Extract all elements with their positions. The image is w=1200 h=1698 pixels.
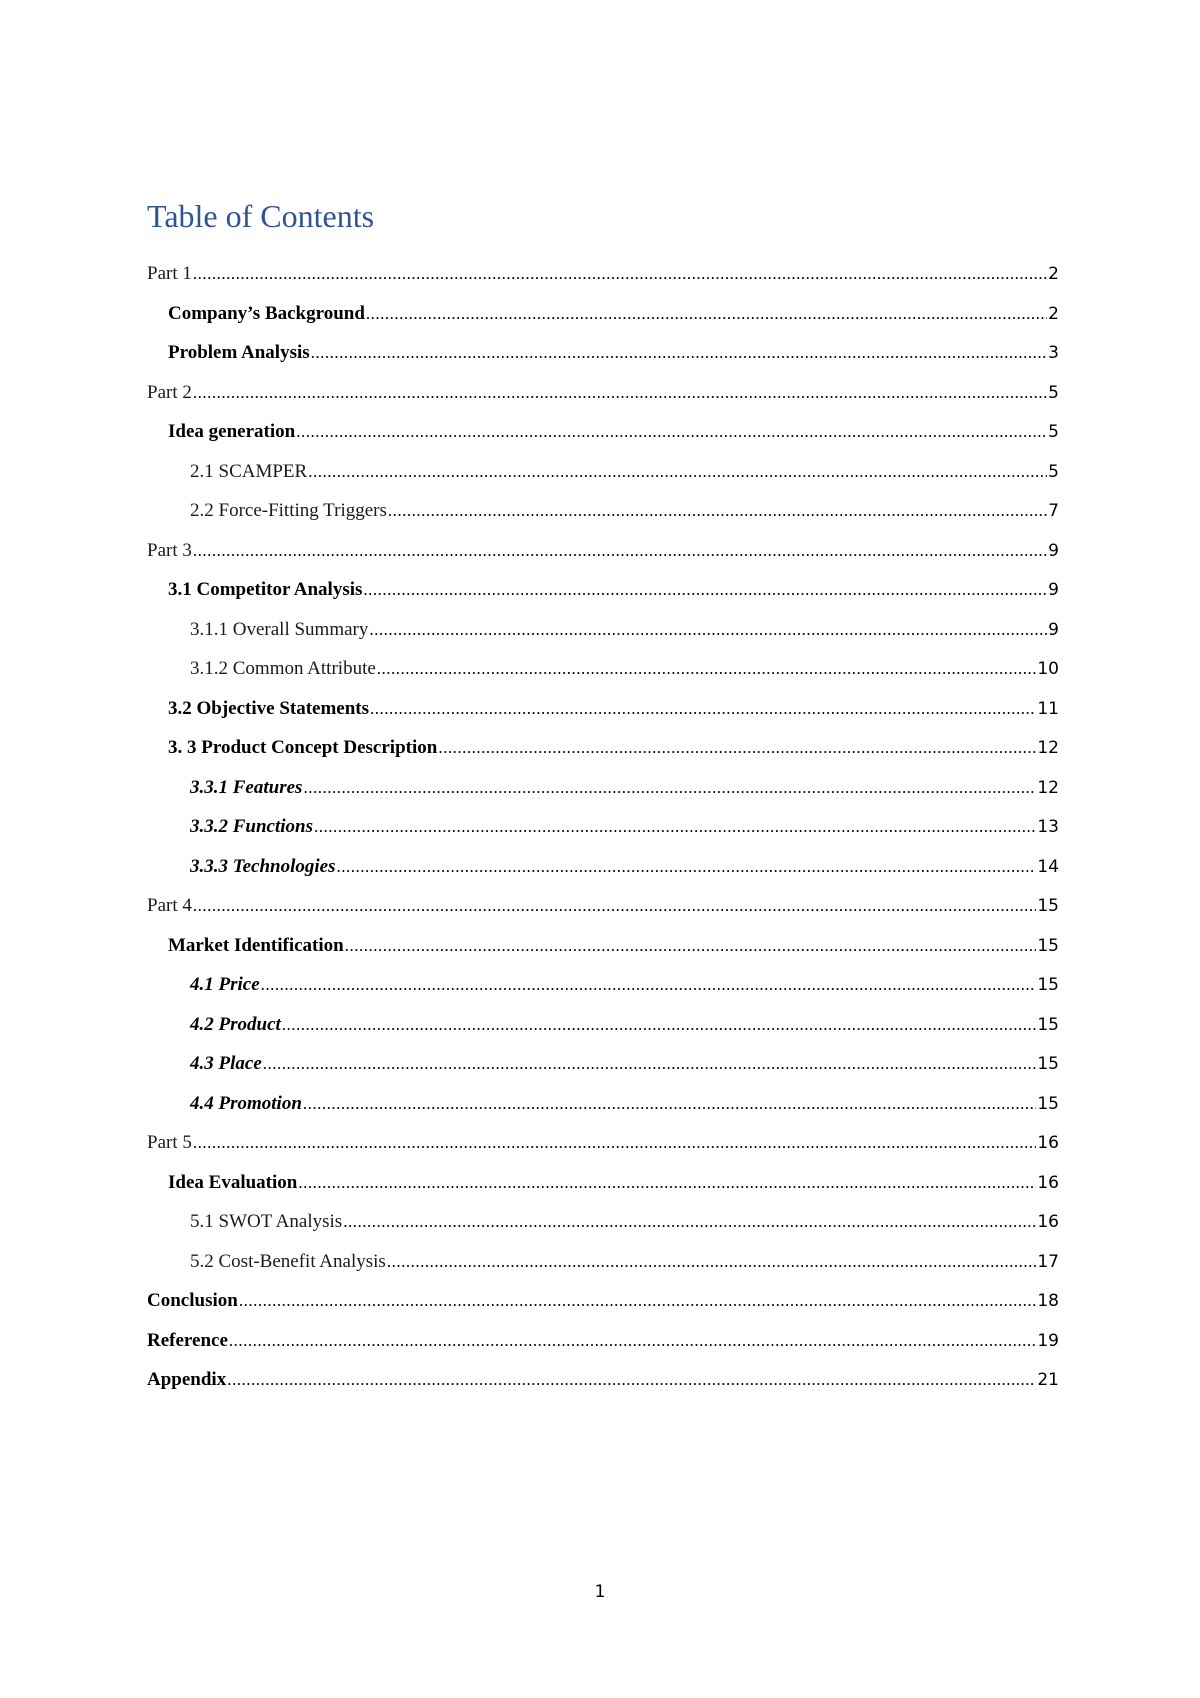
dot-leader bbox=[308, 452, 1047, 492]
toc-entry-page-number: 5 bbox=[1048, 422, 1059, 442]
toc-entry-label: Part 3 bbox=[147, 539, 192, 561]
dot-leader bbox=[314, 807, 1036, 847]
dot-leader bbox=[229, 1321, 1036, 1361]
toc-entry[interactable] bbox=[147, 1242, 1059, 1282]
dot-leader bbox=[438, 728, 1036, 768]
toc-entry[interactable] bbox=[147, 610, 1059, 650]
dot-leader bbox=[303, 768, 1036, 808]
dot-leader bbox=[239, 1281, 1037, 1321]
toc-entry[interactable] bbox=[147, 847, 1059, 887]
toc-entry-label: Idea generation bbox=[168, 421, 296, 442]
dot-leader bbox=[296, 412, 1047, 452]
toc-entry[interactable] bbox=[147, 649, 1059, 689]
dot-leader bbox=[303, 1084, 1036, 1124]
toc-entry[interactable] bbox=[147, 807, 1059, 847]
toc-entry-page-number: 15 bbox=[1037, 1054, 1059, 1074]
toc-entry[interactable] bbox=[147, 452, 1059, 492]
toc-entry-label: Conclusion bbox=[147, 1290, 238, 1311]
dot-leader bbox=[193, 531, 1047, 571]
toc-entry[interactable] bbox=[147, 412, 1059, 452]
toc-entry-page-number: 2 bbox=[1048, 264, 1059, 284]
toc-entry[interactable] bbox=[147, 728, 1059, 768]
toc-entry[interactable] bbox=[147, 768, 1059, 808]
toc-entry-page-number: 15 bbox=[1037, 1093, 1059, 1114]
toc-entry[interactable] bbox=[147, 1123, 1059, 1163]
dot-leader bbox=[282, 1005, 1037, 1045]
toc-entry-page-number: 9 bbox=[1048, 540, 1059, 561]
dot-leader bbox=[311, 333, 1048, 373]
dot-leader bbox=[370, 689, 1036, 729]
toc-entry-label: Company’s Background bbox=[168, 302, 365, 324]
toc-entry[interactable] bbox=[147, 886, 1059, 926]
toc-entry[interactable] bbox=[147, 373, 1059, 413]
toc-entry-page-number: 2 bbox=[1048, 303, 1059, 324]
toc-entry-label: 4.1 Price bbox=[190, 974, 260, 995]
dot-leader bbox=[337, 847, 1037, 887]
toc-entry-label: 2.2 Force-Fitting Triggers bbox=[190, 500, 387, 521]
toc-entry-label: Problem Analysis bbox=[168, 342, 310, 363]
dot-leader bbox=[369, 610, 1047, 650]
toc-entry-page-number: 9 bbox=[1048, 580, 1059, 600]
dot-leader bbox=[343, 1202, 1036, 1242]
toc-entry[interactable] bbox=[147, 294, 1059, 334]
toc-entry-label: 3.1 Competitor Analysis bbox=[168, 579, 363, 600]
toc-entry-label: Part 4 bbox=[147, 895, 192, 916]
toc-entry-label: 4.3 Place bbox=[190, 1053, 262, 1074]
toc-entry-page-number: 13 bbox=[1037, 817, 1059, 837]
toc-entry-label: 5.2 Cost-Benefit Analysis bbox=[190, 1250, 386, 1272]
toc-entry-label: 3.2 Objective Statements bbox=[168, 697, 370, 719]
toc-entry-label: 3. 3 Product Concept Description bbox=[168, 737, 438, 758]
dot-leader bbox=[193, 886, 1037, 926]
toc-entry[interactable] bbox=[147, 1163, 1059, 1203]
toc-entry-label: 3.1.1 Overall Summary bbox=[190, 618, 369, 640]
toc-entry-page-number: 12 bbox=[1037, 738, 1059, 758]
toc-entry-label: 4.4 Promotion bbox=[190, 1092, 302, 1114]
toc-entry[interactable] bbox=[147, 491, 1059, 531]
toc-entry-label: Part 2 bbox=[147, 381, 192, 403]
toc-entry-label: 3.3.3 Technologies bbox=[190, 855, 336, 877]
dot-leader bbox=[363, 570, 1047, 610]
toc-entry[interactable] bbox=[147, 531, 1059, 571]
dot-leader bbox=[345, 926, 1037, 966]
toc-entry[interactable] bbox=[147, 1084, 1059, 1124]
toc-entry[interactable] bbox=[147, 926, 1059, 966]
toc-entry-page-number: 5 bbox=[1048, 461, 1059, 482]
dot-leader bbox=[366, 294, 1047, 334]
toc-entry[interactable] bbox=[147, 254, 1059, 294]
toc-entry-page-number: 16 bbox=[1037, 1133, 1059, 1153]
toc-entry-page-number: 7 bbox=[1048, 501, 1059, 521]
dot-leader bbox=[387, 1242, 1037, 1282]
toc-entry-page-number: 14 bbox=[1037, 856, 1059, 877]
toc-entry[interactable] bbox=[147, 965, 1059, 1005]
toc-entry[interactable] bbox=[147, 1281, 1059, 1321]
toc-entry-page-number: 3 bbox=[1048, 343, 1059, 363]
toc-entry-label: 2.1 SCAMPER bbox=[190, 460, 308, 482]
toc-entry[interactable] bbox=[147, 1360, 1059, 1400]
page-number: 1 bbox=[594, 1582, 606, 1602]
dot-leader bbox=[261, 965, 1037, 1005]
toc-entry-label: Idea Evaluation bbox=[168, 1171, 298, 1193]
toc-entry-label: Appendix bbox=[147, 1369, 227, 1390]
toc-entry-page-number: 16 bbox=[1037, 1212, 1059, 1232]
dot-leader bbox=[227, 1360, 1036, 1400]
toc-entry[interactable] bbox=[147, 333, 1059, 373]
toc-entry-page-number: 12 bbox=[1037, 777, 1059, 798]
toc-entry-page-number: 15 bbox=[1037, 1014, 1059, 1035]
table-of-contents bbox=[147, 254, 1059, 1400]
toc-entry-label: Market Identification bbox=[168, 934, 344, 956]
toc-entry[interactable] bbox=[147, 1202, 1059, 1242]
dot-leader bbox=[193, 373, 1047, 413]
dot-leader bbox=[193, 254, 1047, 294]
toc-entry-page-number: 11 bbox=[1037, 698, 1059, 719]
toc-entry[interactable] bbox=[147, 570, 1059, 610]
toc-entry-label: 4.2 Product bbox=[190, 1013, 281, 1035]
toc-entry-label: Part 5 bbox=[147, 1132, 192, 1153]
page-title: Table of Contents bbox=[147, 198, 375, 234]
dot-leader bbox=[377, 649, 1037, 689]
toc-entry-page-number: 21 bbox=[1037, 1370, 1059, 1390]
toc-entry-page-number: 15 bbox=[1037, 896, 1059, 916]
toc-entry-page-number: 19 bbox=[1037, 1330, 1059, 1351]
toc-entry-label: 5.1 SWOT Analysis bbox=[190, 1211, 343, 1232]
toc-entry-page-number: 5 bbox=[1048, 382, 1059, 403]
toc-entry-page-number: 18 bbox=[1037, 1291, 1059, 1311]
dot-leader bbox=[388, 491, 1047, 531]
toc-entry-page-number: 15 bbox=[1037, 935, 1059, 956]
toc-entry[interactable] bbox=[147, 1005, 1059, 1045]
toc-entry[interactable] bbox=[147, 1044, 1059, 1084]
toc-entry-label: 3.3.1 Features bbox=[190, 776, 303, 798]
toc-entry[interactable] bbox=[147, 689, 1059, 729]
toc-entry-label: Reference bbox=[147, 1329, 228, 1351]
toc-entry-label: 3.1.2 Common Attribute bbox=[190, 658, 376, 679]
toc-entry-page-number: 9 bbox=[1048, 619, 1059, 640]
toc-entry-page-number: 17 bbox=[1037, 1251, 1059, 1272]
toc-entry-label: 3.3.2 Functions bbox=[190, 816, 314, 837]
toc-entry-label: Part 1 bbox=[147, 263, 192, 284]
dot-leader bbox=[298, 1163, 1036, 1203]
dot-leader bbox=[263, 1044, 1037, 1084]
toc-entry[interactable] bbox=[147, 1321, 1059, 1361]
toc-entry-page-number: 10 bbox=[1037, 659, 1059, 679]
toc-entry-page-number: 15 bbox=[1037, 975, 1059, 995]
toc-entry-page-number: 16 bbox=[1037, 1172, 1059, 1193]
dot-leader bbox=[193, 1123, 1037, 1163]
